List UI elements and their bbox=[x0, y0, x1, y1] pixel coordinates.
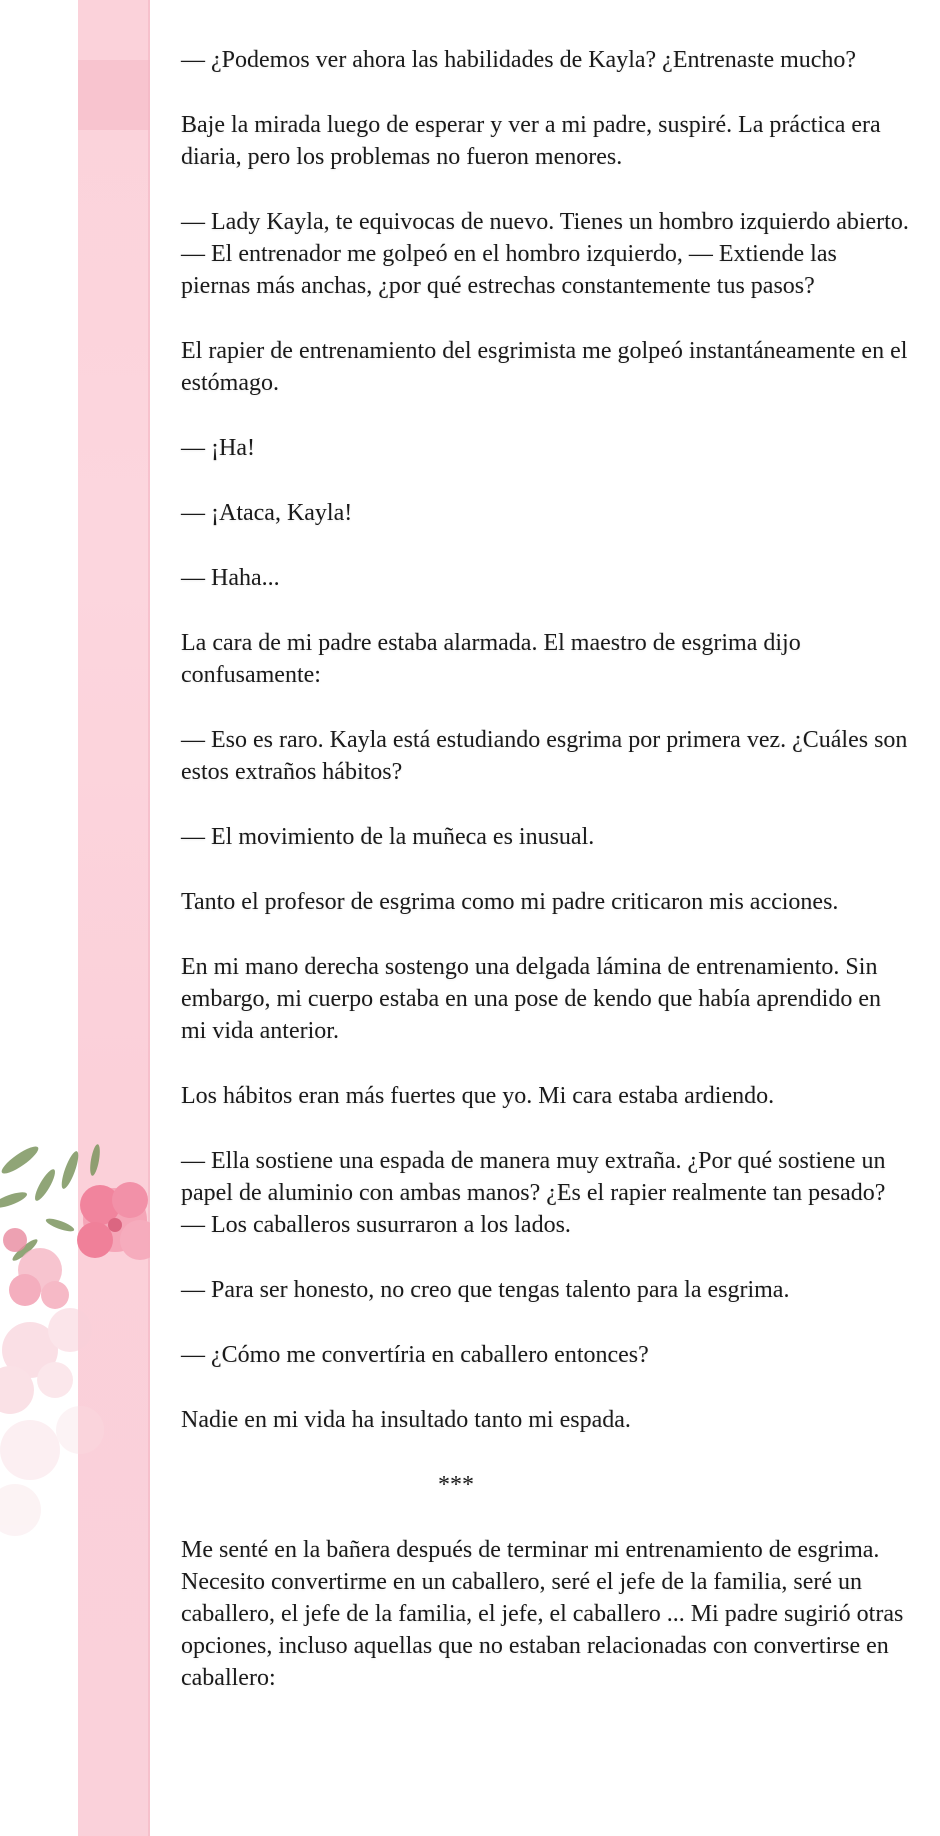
paragraph: El rapier de entrenamiento del esgrimista me golpeó instantáneamente en el estómago. bbox=[181, 338, 908, 396]
paragraph: — ¿Podemos ver ahora las habilidades de Kayla? ¿Entrenaste mucho? bbox=[181, 47, 857, 73]
paragraph: Los hábitos eran más fuertes que yo. Mi cara estaba ardiendo. bbox=[181, 1083, 775, 1109]
band-edge-line bbox=[148, 0, 150, 1836]
paragraph: — Para ser honesto, no creo que tengas talento para la esgrima. bbox=[181, 1277, 790, 1303]
pink-decorative-band bbox=[78, 0, 150, 1836]
paragraph: — Lady Kayla, te equivocas de nuevo. Tienes un hombro izquierdo abierto. — El entrenador me golpeó en el hombro izquierdo, — Extiende las piernas más anchas, ¿por qué estrechas constantemente tus pasos? bbox=[181, 209, 909, 299]
paragraph: — ¿Cómo me convertíria en caballero entonces? bbox=[181, 1342, 649, 1368]
paragraph: Nadie en mi vida ha insultado tanto mi espada. bbox=[181, 1407, 631, 1433]
paragraph: Tanto el profesor de esgrima como mi padre criticaron mis acciones. bbox=[181, 889, 839, 915]
pink-band-accent bbox=[78, 60, 150, 130]
floral-decoration bbox=[0, 1130, 150, 1550]
paragraph: La cara de mi padre estaba alarmada. El maestro de esgrima dijo confusamente: bbox=[181, 630, 801, 688]
paragraph: — Ella sostiene una espada de manera muy extraña. ¿Por qué sostiene un papel de aluminio con ambas manos? ¿Es el rapier realmente tan pesado? — Los caballeros susurraron a los lados. bbox=[181, 1148, 886, 1238]
scene-separator: *** bbox=[438, 1472, 474, 1498]
chapter-text bbox=[181, 44, 911, 1727]
paragraph: — ¡Ha! bbox=[181, 435, 255, 461]
flower-illustration-icon bbox=[0, 1130, 150, 1550]
paragraph: — Haha... bbox=[181, 565, 280, 591]
paragraph: Me senté en la bañera después de terminar mi entrenamiento de esgrima. Necesito convertirme en un caballero, seré el jefe de la familia, seré un caballero, el jefe de la familia, el jefe, el caballero ... Mi padre sugirió otras opciones, incluso aquellas que no estaban relacionadas con convertirse en caballero: bbox=[181, 1537, 904, 1691]
paragraph: — ¡Ataca, Kayla! bbox=[181, 500, 353, 526]
paragraph: En mi mano derecha sostengo una delgada lámina de entrenamiento. Sin embargo, mi cuerpo estaba en una pose de kendo que había aprendido en mi vida anterior. bbox=[181, 954, 881, 1044]
paragraph: — El movimiento de la muñeca es inusual. bbox=[181, 824, 595, 850]
paragraph: — Eso es raro. Kayla está estudiando esgrima por primera vez. ¿Cuáles son estos extraños hábitos? bbox=[181, 727, 908, 785]
paragraph: Baje la mirada luego de esperar y ver a mi padre, suspiré. La práctica era diaria, pero los problemas no fueron menores. bbox=[181, 112, 881, 170]
